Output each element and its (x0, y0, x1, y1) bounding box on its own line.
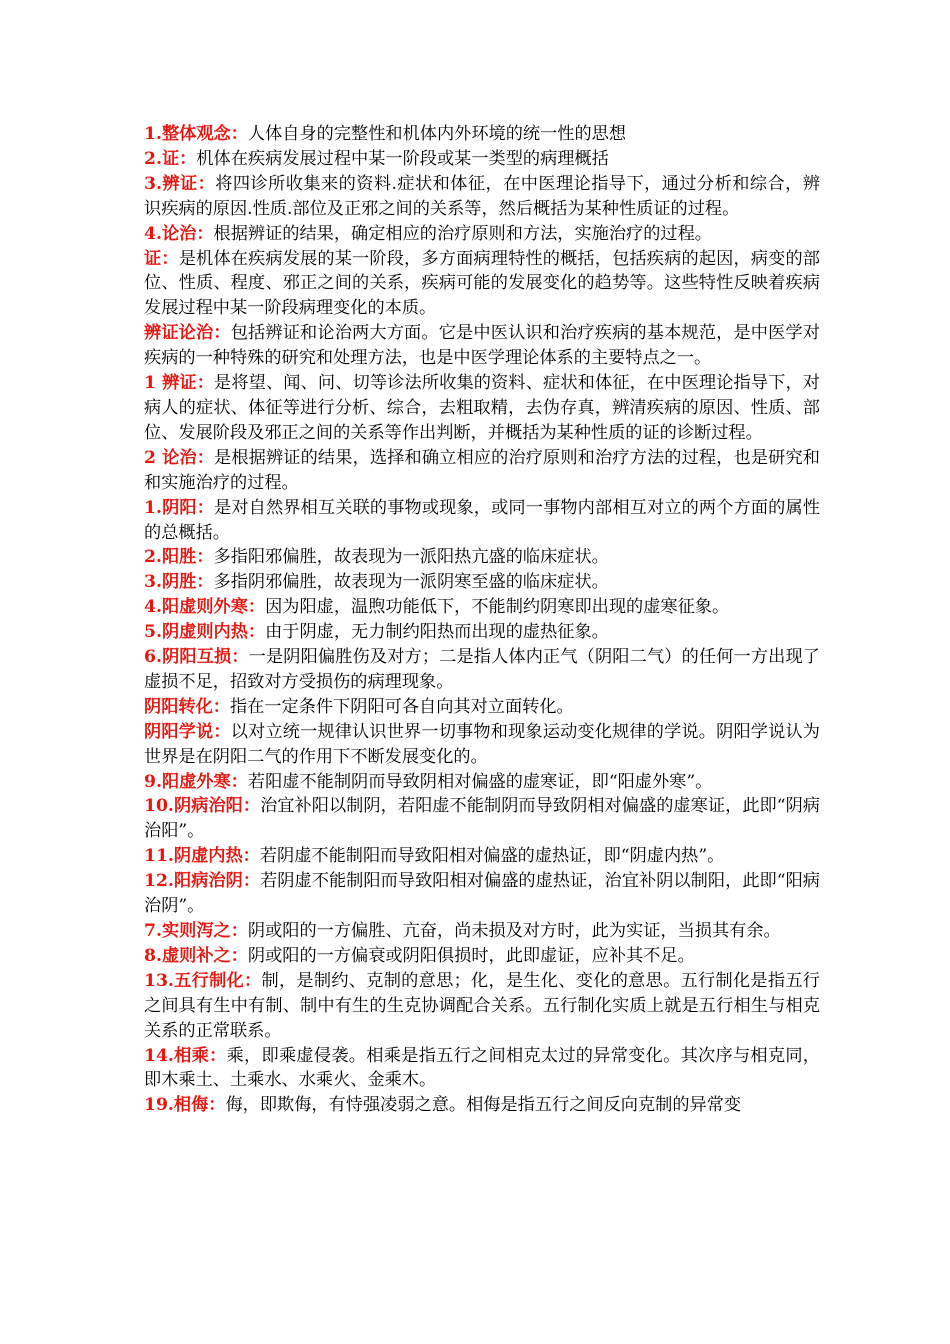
definition-text: 制，是制约、克制的意思；化，是生化、变化的意思。五行制化是指五行之间具有生中有制、制中有生的生克协调配合关系。五行制化实质上就是五行相生与相克关系的正常联系。 (144, 970, 820, 1041)
entry-13 (144, 620, 820, 645)
entry-21 (144, 919, 820, 944)
term-label: 14.相乘： (144, 1045, 227, 1066)
entry-1 (144, 122, 820, 147)
entry-7 (144, 371, 820, 446)
entry-17 (144, 770, 820, 795)
definition-text: 以对立统一规律认识世界一切事物和现象运动变化规律的学说。阴阳学说认为世界是在阴阳二气的作用下不断发展变化的。 (144, 721, 820, 767)
definition-text: 因为阳虚，温煦功能低下，不能制约阴寒即出现的虚寒征象。 (265, 597, 730, 618)
entry-8 (144, 446, 820, 496)
definition-text: 侮，即欺侮，有恃强凌弱之意。相侮是指五行之间反向克制的异常变 (225, 1095, 742, 1116)
definition-text: 是根据辨证的结果，选择和确立相应的治疗原则和治疗方法的过程，也是研究和和实施治疗的过程。 (144, 447, 820, 493)
definition-text: 一是阴阳偏胜伤及对方；二是指人体内正气（阴阳二气）的任何一方出现了虚损不足，招致对方受损伤的病理现象。 (144, 647, 820, 692)
term-label: 阴阳学说： (144, 721, 231, 742)
term-label: 3.辨证： (144, 173, 216, 194)
definition-text: 由于阴虚，无力制约阳热而出现的虚热征象。 (265, 622, 609, 643)
definition-text: 阴或阳的一方偏衰或阴阳俱损时，此即虚证，应补其不足。 (247, 945, 695, 966)
term-label: 4.阳虚则外寒： (144, 597, 266, 618)
term-label: 13.五行制化： (144, 970, 262, 991)
term-label: 1.整体观念： (144, 124, 248, 144)
term-label: 10.阴病治阳： (144, 796, 261, 817)
term-label: 12.阳病治阴： (144, 871, 261, 892)
entry-18 (144, 794, 820, 844)
term-label: 2.证： (144, 148, 197, 169)
term-label: 2.阳胜： (144, 547, 214, 568)
entry-6 (144, 321, 820, 371)
entry-3 (144, 172, 820, 222)
entry-5 (144, 247, 820, 322)
term-label: 3.阴胜： (144, 572, 214, 593)
entry-25 (144, 1093, 820, 1118)
document-page (144, 122, 820, 1118)
definition-text: 是对自然界相互关联的事物或现象，或同一事物内部相互对立的两个方面的属性的总概括。 (144, 497, 820, 543)
definition-text: 人体自身的完整性和机体内外环境的统一性的思想 (247, 124, 627, 144)
term-label: 9.阳虚外寒： (144, 771, 248, 792)
definition-text: 将四诊所收集来的资料.症状和体征，在中医理论指导下，通过分析和综合，辨识疾病的原因.性质.部位及正邪之间的关系等，然后概括为某种性质证的过程。 (144, 173, 820, 219)
definition-text: 根据辨证的结果，确定相应的治疗原则和方法，实施治疗的过程。 (213, 223, 712, 244)
entry-14 (144, 645, 820, 695)
term-label: 6.阴阳互损： (144, 647, 249, 668)
term-label: 1.阴阳： (144, 497, 215, 518)
entry-11 (144, 570, 820, 595)
definition-text: 是将望、闻、问、切等诊法所收集的资料、症状和体征，在中医理论指导下，对病人的症状、体征等进行分析、综合，去粗取精，去伪存真，辨清疾病的原因、性质、部位、发展阶段及邪正之间的关系等作出判断，并概括为某种性质的证的诊断过程。 (144, 373, 820, 443)
entry-23 (144, 969, 820, 1044)
definition-text: 乘，即乘虚侵袭。相乘是指五行之间相克太过的异常变化。其次序与相克同，即木乘土、土乘水、水乘火、金乘木。 (144, 1045, 820, 1091)
definition-text: 多指阴邪偏胜，故表现为一派阴寒至盛的临床症状。 (213, 572, 609, 593)
definition-text: 若阳虚不能制阴而导致阴相对偏盛的虚寒证，即“阳虚外寒”。 (247, 771, 713, 792)
definition-text: 治宜补阳以制阴，若阳虚不能制阴而导致阴相对偏盛的虚寒证，此即“阴病治阳”。 (144, 796, 820, 842)
term-label: 4.论治： (144, 223, 214, 244)
definition-text: 多指阳邪偏胜，故表现为一派阳热亢盛的临床症状。 (213, 547, 609, 568)
entry-15 (144, 695, 820, 720)
definition-text: 阴或阳的一方偏胜、亢奋，尚未损及对方时，此为实证，当损其有余。 (247, 921, 781, 941)
definition-text: 指在一定条件下阴阳可各自向其对立面转化。 (229, 696, 574, 717)
entry-22 (144, 944, 820, 969)
term-label: 证： (144, 248, 179, 269)
entry-12 (144, 595, 820, 620)
term-label: 11.阴虚内热： (144, 846, 260, 867)
definition-text: 是机体在疾病发展的某一阶段，多方面病理特性的概括，包括疾病的起因，病变的部位、性质、程度、邪正之间的关系，疾病可能的发展变化的趋势等。这些特性反映着疾病发展过程中某一阶段病理变化的本质。 (144, 248, 820, 319)
term-label: 阴阳转化： (144, 696, 230, 717)
entry-10 (144, 545, 820, 570)
term-label: 2 论治： (144, 447, 215, 468)
entry-24 (144, 1044, 820, 1094)
entry-2 (144, 147, 820, 172)
term-label: 8.虚则补之： (144, 945, 248, 966)
entry-16 (144, 720, 820, 770)
definition-text: 若阴虚不能制阳而导致阳相对偏盛的虚热证，即“阴虚内热”。 (259, 846, 725, 867)
term-label: 19.相侮： (144, 1095, 226, 1116)
term-label: 5.阴虚则内热： (144, 622, 266, 643)
entry-4 (144, 222, 820, 247)
definition-text: 若阴虚不能制阳而导致阳相对偏盛的虚热证，治宜补阴以制阳，此即“阳病治阴”。 (144, 871, 820, 917)
definition-text: 包括辨证和论治两大方面。它是中医认识和治疗疾病的基本规范，是中医学对疾病的一种特殊的研究和处理方法，也是中医学理论体系的主要特点之一。 (144, 323, 820, 369)
entry-19 (144, 844, 820, 869)
entry-20 (144, 869, 820, 919)
entry-9 (144, 496, 820, 546)
definition-text: 机体在疾病发展过程中某一阶段或某一类型的病理概括 (196, 148, 609, 169)
term-label: 7.实则泻之： (144, 921, 248, 941)
term-label: 辨证论治： (144, 323, 231, 344)
term-label: 1 辨证： (144, 373, 215, 394)
